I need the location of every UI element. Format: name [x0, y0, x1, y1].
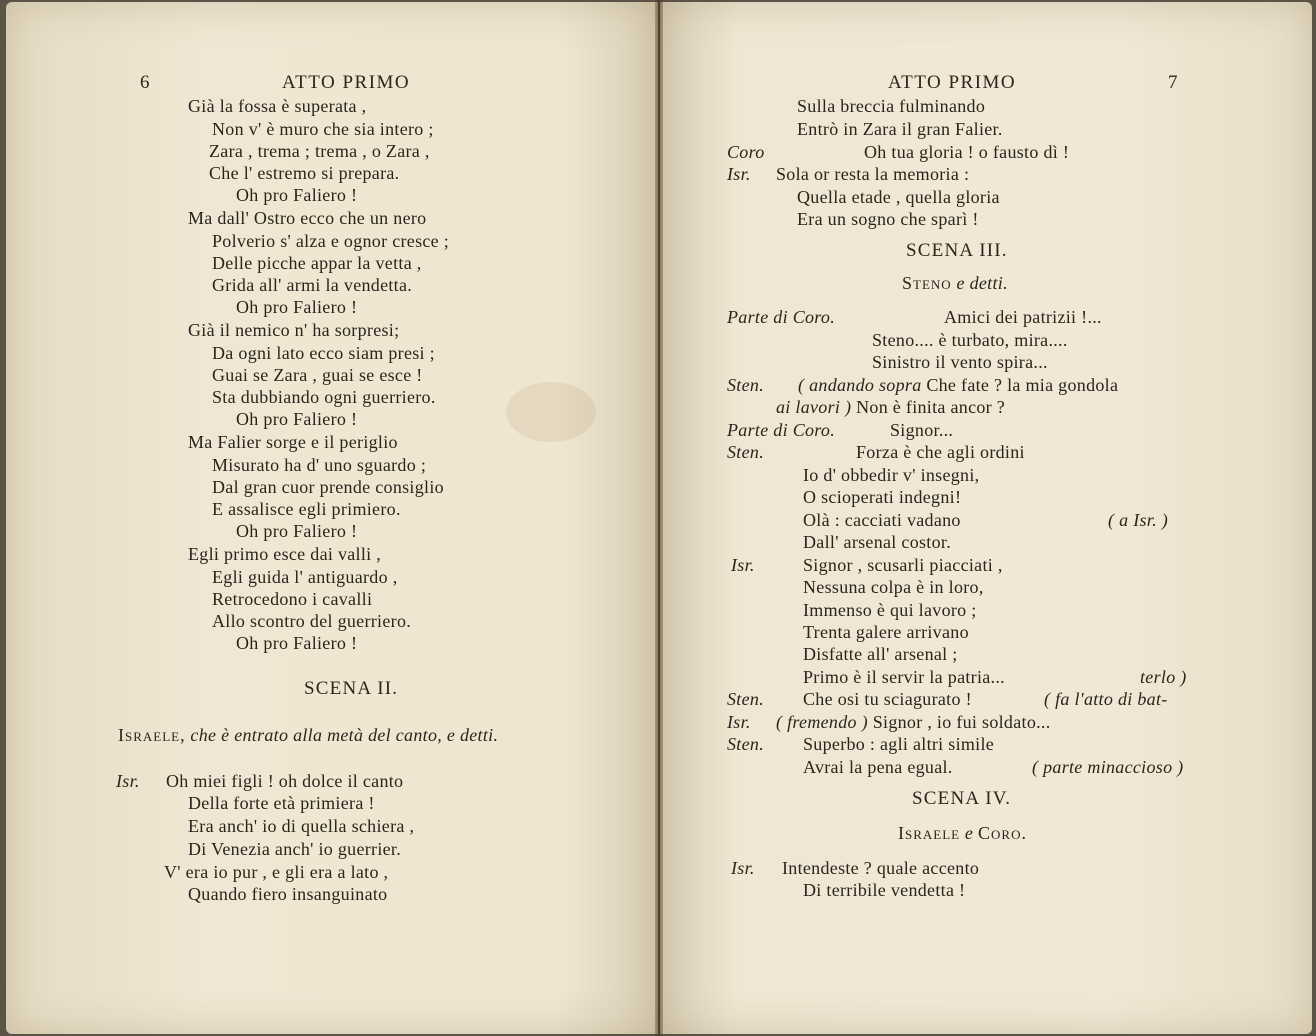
scene-two-title: SCENA II.: [304, 678, 399, 699]
speaker-label: Sten.: [727, 442, 764, 462]
dialogue-text: Signor , io fui soldato...: [872, 712, 1051, 732]
scene-three-title: SCENA III.: [906, 240, 1008, 261]
verse-line: Oh tua gloria ! o fausto dì !: [864, 142, 1070, 162]
verse-line: V' era io pur , e gli era a lato ,: [164, 862, 389, 882]
verse-line: Primo è il servir la patria...: [803, 667, 1005, 687]
stage-direction: ( andando sopra: [798, 375, 922, 395]
character-name: Israele: [898, 823, 961, 843]
book-gutter: [655, 0, 663, 1036]
verse-line: Era anch' io di quella schiera ,: [188, 816, 415, 836]
verse-line: Ma dall' Ostro ecco che un nero: [188, 208, 427, 228]
verse-line: Allo scontro del guerriero.: [212, 611, 412, 631]
character-name: Steno: [902, 273, 952, 293]
verse-line: Di terribile vendetta !: [803, 880, 966, 900]
verse-line: Retrocedono i cavalli: [212, 589, 373, 609]
verse-line: [776, 396, 1005, 418]
verse-line: Immenso è qui lavoro ;: [803, 600, 977, 620]
refrain-line: Oh pro Faliero !: [236, 633, 358, 653]
verse-line: [776, 711, 1051, 733]
verse-line: Intendeste ? quale accento: [782, 858, 980, 878]
verse-line: Polverio s' alza e ognor cresce ;: [212, 231, 450, 251]
stage-direction: ai lavori ): [776, 397, 852, 417]
speaker-label: Isr.: [731, 555, 755, 575]
speaker-label: Parte di Coro.: [727, 420, 836, 440]
scene-two-direction: [118, 724, 498, 746]
verse-line: Guai se Zara , guai se esce !: [212, 365, 423, 385]
speaker-label: Sten.: [727, 375, 764, 395]
paper-stain: [506, 382, 596, 442]
speaker-label: Isr.: [116, 771, 140, 791]
verse-line: Signor , scusarli piacciati ,: [803, 555, 1003, 575]
refrain-line: Oh pro Faliero !: [236, 185, 358, 205]
verse-line: Dall' arsenal costor.: [803, 532, 951, 552]
verse-line: Nessuna colpa è in loro,: [803, 577, 984, 597]
verse-line: Grida all' armi la vendetta.: [212, 275, 413, 295]
verse-line: Oh miei figli ! oh dolce il canto: [166, 771, 404, 791]
left-running-header: ATTO PRIMO: [282, 72, 411, 93]
dialogue-text: Che fate ? la mia gondola: [926, 375, 1119, 395]
verse-line: [798, 374, 1118, 396]
verse-line: Sta dubbiando ogni guerriero.: [212, 387, 436, 407]
verse-line: Che osi tu sciagurato !: [803, 689, 972, 709]
verse-line: Non v' è muro che sia intero ;: [212, 119, 434, 139]
verse-line: Da ogni lato ecco siam presi ;: [212, 343, 435, 363]
verse-line: Avrai la pena egual.: [803, 757, 953, 777]
verse-line: Di Venezia anch' io guerrier.: [188, 839, 402, 859]
verse-line: Dal gran cuor prende consiglio: [212, 477, 444, 497]
verse-line: Misurato ha d' uno sguardo ;: [212, 455, 427, 475]
verse-line: O scioperati indegni!: [803, 487, 962, 507]
scene-four-direction: [898, 822, 1027, 844]
verse-line: Già il nemico n' ha sorpresi;: [188, 320, 400, 340]
dialogue-text: Non è finita ancor ?: [856, 397, 1006, 417]
verse-line: Amici dei patrizii !...: [944, 307, 1102, 327]
verse-line: Delle picche appar la vetta ,: [212, 253, 422, 273]
verse-line: Che l' estremo si prepara.: [209, 163, 400, 183]
right-running-header: ATTO PRIMO: [888, 72, 1017, 93]
verse-line: Quando fiero insanguinato: [188, 884, 388, 904]
scene-three-direction: [902, 272, 1008, 294]
refrain-line: Oh pro Faliero !: [236, 297, 358, 317]
speaker-label: Parte di Coro.: [727, 307, 836, 327]
refrain-line: Oh pro Faliero !: [236, 521, 358, 541]
left-page-number: 6: [140, 72, 150, 93]
verse-line: Zara , trema ; trema , o Zara ,: [209, 141, 430, 161]
scene-four-title: SCENA IV.: [912, 788, 1012, 809]
verse-line: Già la fossa è superata ,: [188, 96, 367, 116]
speaker-label: Isr.: [727, 712, 751, 732]
stage-direction: e: [964, 823, 974, 843]
verse-line: Trenta galere arrivano: [803, 622, 969, 642]
verse-line: Egli primo esce dai valli ,: [188, 544, 382, 564]
verse-line: Forza è che agli ordini: [856, 442, 1025, 462]
speaker-label: Coro: [727, 142, 765, 162]
character-name: Coro.: [978, 823, 1027, 843]
verse-line: Sinistro il vento spira...: [872, 352, 1048, 372]
verse-line: Ma Falier sorge e il periglio: [188, 432, 398, 452]
stage-direction: e detti.: [956, 273, 1008, 293]
speaker-label: Sten.: [727, 689, 764, 709]
verse-line: Signor...: [890, 420, 954, 440]
stage-direction: ( parte minaccioso ): [1032, 757, 1184, 777]
verse-line: Io d' obbedir v' insegni,: [803, 465, 980, 485]
verse-line: Quella etade , quella gloria: [797, 187, 1000, 207]
verse-line: Egli guida l' antiguardo ,: [212, 567, 398, 587]
verse-line: Olà : cacciati vadano: [803, 510, 961, 530]
stage-direction: ( a Isr. ): [1108, 510, 1168, 530]
speaker-label: Sten.: [727, 734, 764, 754]
stage-direction: ( fremendo ): [776, 712, 868, 732]
speaker-label: Isr.: [727, 164, 751, 184]
stage-direction: che è entrato alla metà del canto, e detti.: [190, 725, 499, 745]
verse-line: Disfatte all' arsenal ;: [803, 644, 958, 664]
verse-line: Era un sogno che sparì !: [797, 209, 979, 229]
refrain-line: Oh pro Faliero !: [236, 409, 358, 429]
stage-direction: ( fa l'atto di bat-: [1044, 689, 1168, 709]
verse-line: Entrò in Zara il gran Falier.: [797, 119, 1003, 139]
right-page-number: 7: [1168, 72, 1178, 93]
verse-line: Superbo : agli altri simile: [803, 734, 995, 754]
verse-line: E assalisce egli primiero.: [212, 499, 401, 519]
verse-line: Sola or resta la memoria :: [776, 164, 970, 184]
verse-line: Della forte età primiera !: [188, 793, 375, 813]
stage-direction: terlo ): [1140, 667, 1187, 687]
character-name: Israele,: [118, 725, 186, 745]
speaker-label: Isr.: [731, 858, 755, 878]
verse-line: Sulla breccia fulminando: [797, 96, 986, 116]
verse-line: Steno.... è turbato, mira....: [872, 330, 1068, 350]
